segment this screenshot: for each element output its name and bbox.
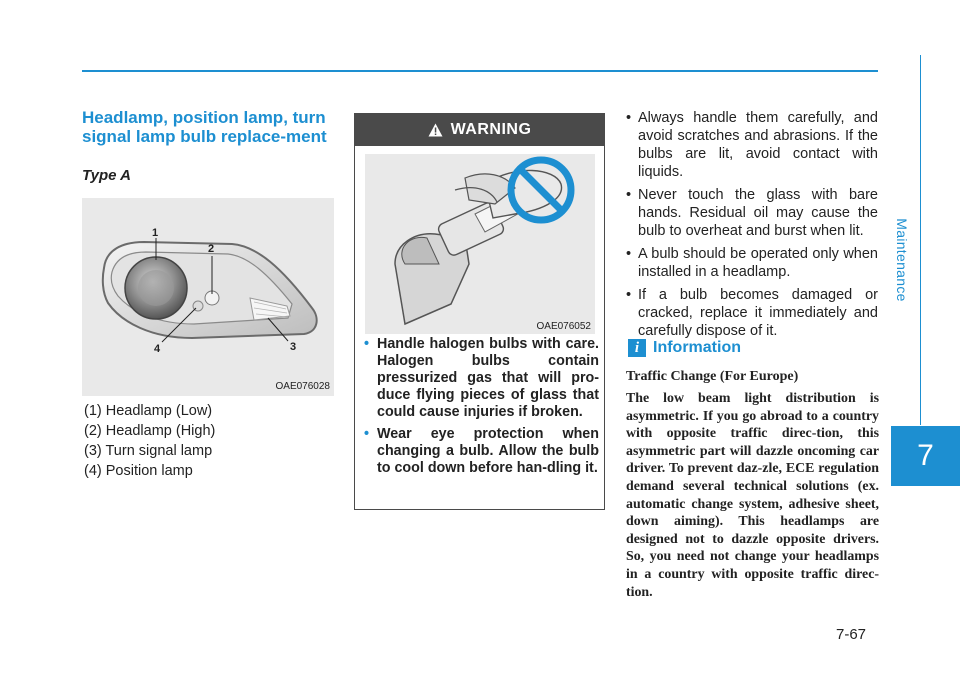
page-number: 7-67 [836, 626, 867, 643]
type-label: Type A [82, 167, 131, 184]
bulb-handling-illustration [365, 154, 595, 334]
bullet-item: • Never touch the glass with bare hands. Residual oil may cause the bulb to overheat and burst when lit. [625, 186, 878, 240]
side-tab-rule [920, 55, 921, 425]
legend-item: (1) Headlamp (Low) [84, 403, 213, 419]
callout-4: 4 [154, 343, 161, 355]
figure-legend [84, 401, 215, 481]
warning-box [354, 113, 605, 510]
legend-item: (3) Turn signal lamp [84, 443, 213, 459]
warning-image-code: OAE076052 [536, 321, 591, 332]
info-icon: i [628, 339, 646, 357]
warning-item: • Wear eye protection when changing a bulb. Allow the bulb to cool down before han-dling it. [363, 426, 599, 477]
warning-triangle-icon [428, 123, 443, 137]
information-subtitle: Traffic Change (For Europe) [626, 369, 799, 384]
information-body: The low beam light distribution is asymmetric. If you go abroad to a country with opposite traffic direc-tion, this asymmetric part will dazzle oncoming car driver. To prevent daz-zle, ECE regulation demand several technical solutions (ex. automatic change system, adhesive sheet, down aiming). This headlamps are designed not to dazzle opposite drivers. So, you need not change your headlamps in a country with opposite traffic direc-tion. [626, 391, 879, 600]
legend-item: (2) Headlamp (High) [84, 423, 216, 439]
section-title: Headlamp, position lamp, turn signal lamp bulb replace-ment [82, 108, 327, 146]
top-rule [82, 70, 878, 72]
legend-item: (4) Position lamp [84, 463, 193, 479]
handling-bullets [625, 109, 878, 345]
warning-list [363, 336, 599, 482]
warning-item: • Handle halogen bulbs with care. Halogen bulbs contain pressurized gas that will pro-duce flying pieces of glass that could cause injuries if broken. [363, 336, 599, 421]
warning-title: WARNING [450, 121, 532, 138]
headlamp-figure [82, 198, 334, 396]
information-title: Information [653, 339, 741, 356]
chapter-number-tab[interactable]: 7 [891, 426, 960, 486]
callout-3: 3 [290, 341, 297, 353]
figure-code: OAE076028 [275, 381, 330, 392]
headlamp-illustration [82, 198, 334, 396]
side-tab-label: Maintenance [894, 218, 910, 302]
bullet-item: • If a bulb becomes damaged or cracked, replace it immediately and carefully dispose of it. [625, 286, 878, 340]
bullet-item: • Always handle them carefully, and avoid scratches and abrasions. If the bulbs are lit, avoid contact with liquids. [625, 109, 878, 181]
warning-header [355, 114, 604, 146]
bullet-item: • A bulb should be operated only when installed in a headlamp. [625, 245, 878, 281]
information-header [628, 339, 741, 357]
callout-2: 2 [208, 243, 215, 255]
halogen-bulb-figure [365, 154, 595, 334]
callout-1: 1 [152, 227, 159, 239]
